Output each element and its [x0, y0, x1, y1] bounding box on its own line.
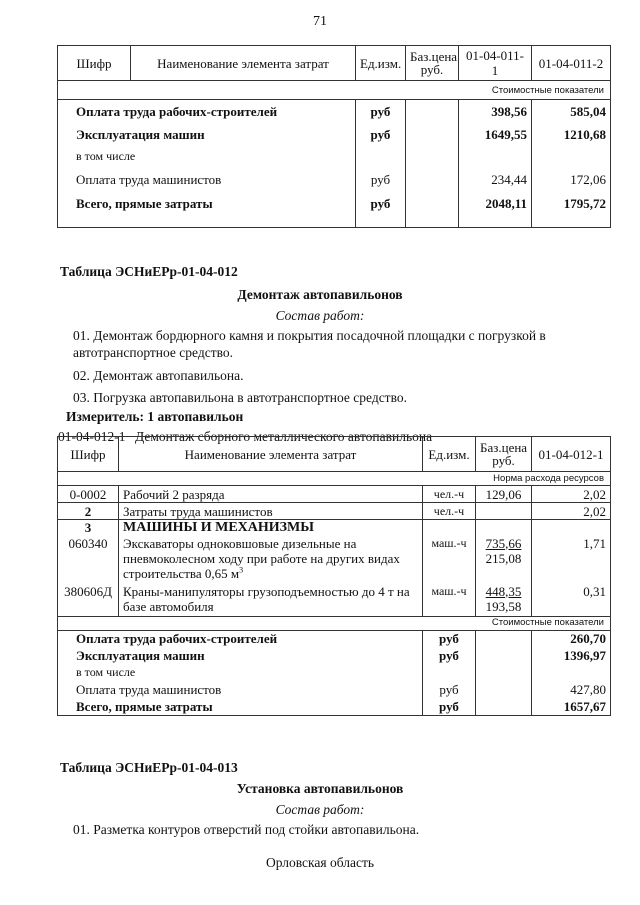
- machines-group-row: 3 МАШИНЫ И МЕХАНИЗМЫ: [58, 520, 611, 536]
- table-title-01-04-012: Таблица ЭСНиЕРр-01-04-012: [60, 264, 238, 279]
- price-base: 448,35: [485, 583, 522, 599]
- section-heading: Демонтаж автопавильонов: [237, 287, 403, 302]
- total-row: Эксплуатация машин руб 1396,97: [58, 647, 611, 664]
- total-row: в том числе: [58, 664, 611, 681]
- item-code: 01-04-012-1: [58, 429, 126, 444]
- work-item-cont: автотранспортное средство.: [73, 345, 234, 360]
- subheader-cost: Стоимостные показатели: [58, 81, 611, 100]
- table-row-total: Всего, прямые затраты руб 2048,11 1795,72: [58, 192, 611, 228]
- works-label: Состав работ:: [275, 308, 365, 323]
- resource-row: 2 Затраты труда машинистов чел.-ч 2,02: [58, 503, 611, 520]
- col-header-code: Шифр: [58, 46, 131, 81]
- work-item: 01. Разметка контуров отверстий под стойки автопавильона.: [73, 822, 420, 837]
- table-row: в том числе: [58, 146, 611, 168]
- page-number: 71: [313, 14, 327, 29]
- col-header-unit: Ед.изм.: [423, 437, 476, 472]
- cost-table-01-04-011: [57, 45, 611, 228]
- works-label: Состав работ:: [275, 802, 365, 817]
- section-heading: Установка автопавильонов: [236, 781, 404, 796]
- price-labor: 215,08: [485, 550, 522, 566]
- col-header-item-1: 01-04-012-1: [532, 437, 611, 472]
- table-row: Оплата труда машинистов руб 234,44 172,06: [58, 168, 611, 192]
- measure-unit: Измеритель: 1 автопавильон: [66, 409, 244, 424]
- col-header-code: Шифр: [58, 437, 119, 472]
- work-item: 03. Погрузка автопавильона в автотранспортное средство.: [73, 390, 407, 405]
- table-title-01-04-013: Таблица ЭСНиЕРр-01-04-013: [60, 760, 238, 775]
- resource-row: 0-0002 Рабочий 2 разряда чел.-ч 129,06 2,02: [58, 486, 611, 503]
- subheader-row: [58, 472, 611, 486]
- work-item: 02. Демонтаж автопавильона.: [73, 368, 244, 383]
- col-header-name: Наименование элемента затрат: [119, 437, 423, 472]
- machine-row: 060340 Экскаваторы одноковшовые дизельные на пневмоколесном ходу при работе на других видах строительства 0,65 $м^3$ маш.-ч 735,66 215,08 1,71: [58, 536, 611, 584]
- price-base: 735,66: [485, 535, 522, 551]
- subheader-row: [58, 81, 611, 100]
- col-header-price: Баз.цена руб.: [406, 46, 459, 81]
- col-header-name: Наименование элемента затрат: [131, 46, 356, 81]
- subheader-row: [58, 616, 611, 630]
- machine-row: 380606Д Краны-манипуляторы грузоподъемностью до 4 т на базе автомобиля маш.-ч 448,35 193,58 0,31: [58, 584, 611, 617]
- page-footer-region: Орловская область: [265, 855, 375, 870]
- table-header-row: [58, 46, 611, 81]
- col-header-unit: Ед.изм.: [356, 46, 406, 81]
- col-header-price: Баз.цена руб.: [476, 437, 532, 472]
- item-name: Демонтаж сборного металлического автопавильона: [135, 429, 433, 444]
- subheader-cost: Стоимостные показатели: [58, 616, 611, 630]
- table-row: Эксплуатация машин руб 1649,55 1210,68: [58, 123, 611, 146]
- col-header-item-2: 01-04-011-2: [532, 46, 611, 81]
- work-item: 01. Демонтаж бордюрного камня и покрытия посадочной площадки с погрузкой в: [73, 328, 546, 343]
- table-row: Оплата труда рабочих-строителей руб 398,56 585,04: [58, 100, 611, 123]
- col-header-item-1: 01-04-011-1: [459, 46, 532, 81]
- subheader-norm: Норма расхода ресурсов: [58, 472, 611, 486]
- total-row: Оплата труда рабочих-строителей руб 260,70: [58, 630, 611, 647]
- resource-table-01-04-012: [57, 436, 611, 716]
- total-row-grand: Всего, прямые затраты руб 1657,67: [58, 698, 611, 715]
- price-labor: 193,58: [485, 598, 522, 614]
- total-row: Оплата труда машинистов руб 427,80: [58, 681, 611, 698]
- table-header-row: [58, 437, 611, 472]
